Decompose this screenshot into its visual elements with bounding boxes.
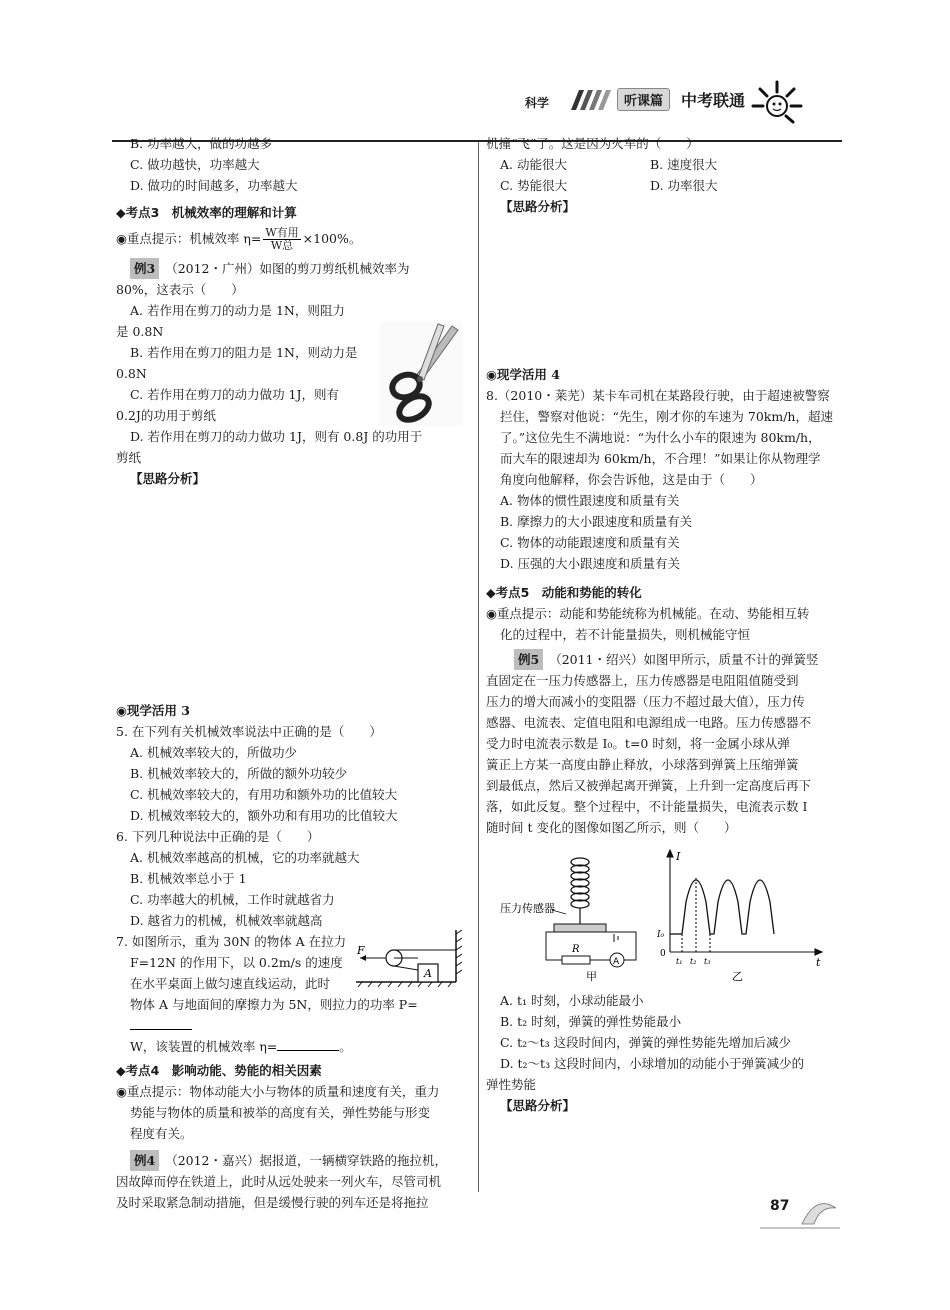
analysis-label: 【思路分析】 xyxy=(500,1098,576,1113)
analysis-label: 【思路分析】 xyxy=(130,471,206,486)
pulley-figure xyxy=(352,930,464,988)
header-tab: 听课篇 xyxy=(617,88,670,111)
ex4-option-d: D. 功率很大 xyxy=(650,178,718,193)
q7-period: 。 xyxy=(339,1039,352,1054)
question-8-line1: 8.（2010・莱芜）某卡车司机在某路段行驶，由于超速被警察 xyxy=(486,388,830,403)
ex4-option-c: C. 势能很大 xyxy=(500,178,568,193)
q5-option-d: D. 机械效率较大的，额外功和有用功的比值较大 xyxy=(130,808,398,823)
q5-option-a: A. 机械效率较大的，所做功少 xyxy=(130,745,297,760)
q6-option-c: C. 功率越大的机械，工作时就越省力 xyxy=(130,892,335,907)
sensor-label: 压力传感器 xyxy=(500,902,555,915)
scissors-image xyxy=(380,322,462,426)
page-number-badge xyxy=(760,1188,840,1232)
example-5-figure xyxy=(500,848,830,988)
ex3-option-c: C. 若作用在剪刀的动力做功 1J，则有 xyxy=(130,387,340,402)
ex4-options-row1 xyxy=(486,154,840,175)
question-6: 6. 下列几种说法中正确的是（ ） xyxy=(116,829,320,844)
q6-option-d: D. 越省力的机械，机械效率就越高 xyxy=(130,913,323,928)
figure-jia-label: 甲 xyxy=(586,970,597,983)
t2-label: t₂ xyxy=(690,957,697,966)
axis-i-label: I xyxy=(676,850,681,863)
ex5-line3: 压力的增大而减小的变阻器（压力不超过最大值），压力传 xyxy=(486,694,805,709)
question-7-line1: 7. 如图所示，重为 30N 的物体 A 在拉力 xyxy=(116,934,347,949)
q6-option-a: A. 机械效率越高的机械，它的功率就越大 xyxy=(130,850,360,865)
example-text: （2011・绍兴）如图甲所示，质量不计的弹簧竖 xyxy=(549,652,819,667)
question-8-line5: 角度向他解释，你会告诉他，这是由于（ ） xyxy=(500,472,763,487)
example-text: （2012・嘉兴）据报道，一辆横穿铁路的拖拉机， xyxy=(165,1153,448,1168)
key-tip-4-cont: 势能与物体的质量和被举的高度有关，弹性势能与形变 xyxy=(130,1105,431,1120)
q7-text2: W，该装置的机械效率 η= xyxy=(130,1039,278,1054)
ex4-options-row2 xyxy=(486,175,840,196)
example-4-cont: 因故障而停在铁道上，此时从远处驶来一列火车，尽管司机 xyxy=(116,1174,442,1189)
section-heading-4: ◆考点4 影响动能、势能的相关因素 xyxy=(116,1063,322,1078)
example-4-cont2: 及时采取紧急制动措施，但是缓慢行驶的列车还是将拖拉 xyxy=(116,1195,429,1210)
ex5-line9: 随时间 t 变化的图像如图乙所示，则（ ） xyxy=(486,820,737,835)
power-answer-blank[interactable] xyxy=(130,1029,192,1030)
q8-option-d: D. 压强的大小跟速度和质量有关 xyxy=(500,556,681,571)
ex3-option-a: A. 若作用在剪刀的动力是 1N，则阻力 xyxy=(130,303,345,318)
right-column-bottom xyxy=(486,990,840,1116)
q5-option-b: B. 机械效率较大的，所做的额外功较少 xyxy=(130,766,348,781)
fraction-denominator: W总 xyxy=(270,239,294,252)
question-7-line2: F=12N 的作用下，以 0.2m/s 的速度 xyxy=(130,955,343,970)
page-header xyxy=(525,84,845,140)
efficiency-fraction xyxy=(263,227,300,252)
example-label: 例3 xyxy=(130,258,159,279)
key-tip-5: ◉重点提示：动能和势能统称为机械能。在动、势能相互转 xyxy=(486,606,810,621)
axis-t-label: t xyxy=(816,956,821,969)
ex5-line8: 落，如此反复。整个过程中，不计能量损失，电流表示数 I xyxy=(486,799,808,814)
force-label: F xyxy=(357,944,365,957)
spring-drawing xyxy=(571,858,589,908)
fraction-numerator: W有用 xyxy=(265,226,299,239)
question-7-line5 xyxy=(116,1036,468,1057)
example-5-stem xyxy=(486,649,840,670)
ex3-option-c-cont: 0.2J的功用于剪纸 xyxy=(116,408,216,423)
q7-text: 物体 A 与地面间的摩擦力为 5N，则拉力的功率 P= xyxy=(130,997,418,1012)
ex5-option-d: D. t₂～t₃ 这段时间内，小球增加的动能小于弹簧减少的 xyxy=(500,1056,805,1071)
ex3-option-d: D. 若作用在剪刀的动力做功 1J，则有 0.8J 的功用于 xyxy=(130,429,423,444)
left-column xyxy=(116,133,468,489)
question-8-line3: 了。”这位先生不满地说：“为什么小车的限速为 80km/h， xyxy=(500,430,821,445)
practice-3-heading: ◉现学活用 3 xyxy=(116,703,190,718)
ex5-line5: 受力时电流表示数是 I₀。t=0 时刻，将一金属小球从弹 xyxy=(486,736,790,751)
key-tip-5-cont: 化的过程中，若不计能量损失，则机械能守恒 xyxy=(500,627,751,642)
i0-label: I₀ xyxy=(657,930,665,940)
ex3-option-a-cont: 是 0.8N xyxy=(116,324,164,339)
figure-yi-label: 乙 xyxy=(732,970,743,983)
analysis-label: 【思路分析】 xyxy=(500,199,576,214)
ex4-option-a: A. 动能很大 xyxy=(500,157,567,172)
example-label: 例4 xyxy=(130,1150,159,1171)
question-8-line2: 拦住，警察对他说：“先生，刚才你的车速为 70km/h，超速 xyxy=(500,409,833,424)
example-label: 例5 xyxy=(514,649,543,670)
t3-label: t₃ xyxy=(704,957,711,966)
ex5-option-c: C. t₂～t₃ 这段时间内，弹簧的弹性势能先增加后减少 xyxy=(500,1035,792,1050)
section-heading-3: ◆考点3 机械效率的理解和计算 xyxy=(116,205,297,220)
option-c: C. 做功越快，功率越大 xyxy=(130,157,260,172)
q6-option-b: B. 机械效率总小于 1 xyxy=(130,871,247,886)
column-divider xyxy=(478,142,479,1192)
current-graph xyxy=(667,850,822,955)
ex5-option-a: A. t₁ 时刻，小球动能最小 xyxy=(500,993,644,1008)
example-3-stem-cont: 80%，这表示（ ） xyxy=(116,282,244,297)
ex3-option-d-cont: 剪纸 xyxy=(116,450,142,465)
efficiency-answer-blank[interactable] xyxy=(277,1050,339,1051)
q8-option-b: B. 摩擦力的大小跟速度和质量有关 xyxy=(500,514,693,529)
sun-logo-icon xyxy=(745,68,815,138)
option-d: D. 做功的时间越多，功率越大 xyxy=(130,178,298,193)
ex5-line6: 簧正上方某一高度由静止释放，小球落到弹簧上压缩弹簧 xyxy=(486,757,799,772)
origin-label: 0 xyxy=(660,949,666,959)
q8-option-a: A. 物体的惯性跟速度和质量有关 xyxy=(500,493,680,508)
header-subject: 科学 xyxy=(525,96,550,110)
example-4-cont3: 机撞“飞”了。这是因为火车的（ ） xyxy=(486,136,699,151)
key-tip-4: ◉重点提示：物体动能大小与物体的质量和速度有关，重力 xyxy=(116,1084,440,1099)
section-heading-5: ◆考点5 动能和势能的转化 xyxy=(486,585,642,600)
question-8-line4: 而大车的限速却为 60km/h，不合理！”如果让你从物理学 xyxy=(500,451,821,466)
ex3-option-b: B. 若作用在剪刀的阻力是 1N，则动力是 xyxy=(130,345,358,360)
question-7-line4 xyxy=(116,994,468,1036)
header-brand: 中考联通 xyxy=(681,91,746,110)
q8-option-c: C. 物体的动能跟速度和质量有关 xyxy=(500,535,680,550)
tip3-text: ◉重点提示：机械效率 η= xyxy=(116,231,262,246)
q5-option-c: C. 机械效率较大的，有用功和额外功的比值较大 xyxy=(130,787,398,802)
ex5-line2: 直固定在一压力传感器上，压力传感器是电阻阻值随受到 xyxy=(486,673,799,688)
question-5 xyxy=(116,721,468,742)
option-b: B. 功率越大，做的功越多 xyxy=(130,136,273,151)
example-4-stem xyxy=(116,1150,468,1171)
tip3-suffix: ×100%。 xyxy=(302,231,362,246)
t1-label: t₁ xyxy=(676,957,683,966)
key-tip-4-cont2: 程度有关。 xyxy=(130,1126,193,1141)
question-7-line3: 在水平桌面上做匀速直线运动，此时 xyxy=(130,976,331,991)
stripes-decoration-icon xyxy=(571,90,613,110)
block-label: A xyxy=(424,967,432,980)
q5-text: 5. 在下列有关机械效率说法中正确的是（ ） xyxy=(116,724,382,739)
ex5-line4: 感器、电流表、定值电阻和电源组成一电路。压力传感器不 xyxy=(486,715,812,730)
ex5-option-b: B. t₂ 时刻，弹簧的弹性势能最小 xyxy=(500,1014,682,1029)
key-tip-3 xyxy=(116,227,468,252)
right-column-lower xyxy=(486,364,840,838)
example-3-stem xyxy=(116,258,468,279)
ammeter-label: A xyxy=(613,957,620,967)
example-text: （2012・广州）如图的剪刀剪纸机械效率为 xyxy=(165,261,410,276)
practice-4-heading: ◉现学活用 4 xyxy=(486,367,560,382)
ex4-option-b: B. 速度很大 xyxy=(650,157,718,172)
right-column xyxy=(486,133,840,217)
ex3-option-b-cont: 0.8N xyxy=(116,366,147,381)
ex5-line7: 到最低点，然后又被弹起离开弹簧，上升到一定高度后再下 xyxy=(486,778,812,793)
circuit-drawing xyxy=(546,932,636,967)
resistor-label: R xyxy=(572,944,580,955)
page-number: 87 xyxy=(770,1198,790,1214)
ex5-option-d-cont: 弹性势能 xyxy=(486,1077,537,1092)
